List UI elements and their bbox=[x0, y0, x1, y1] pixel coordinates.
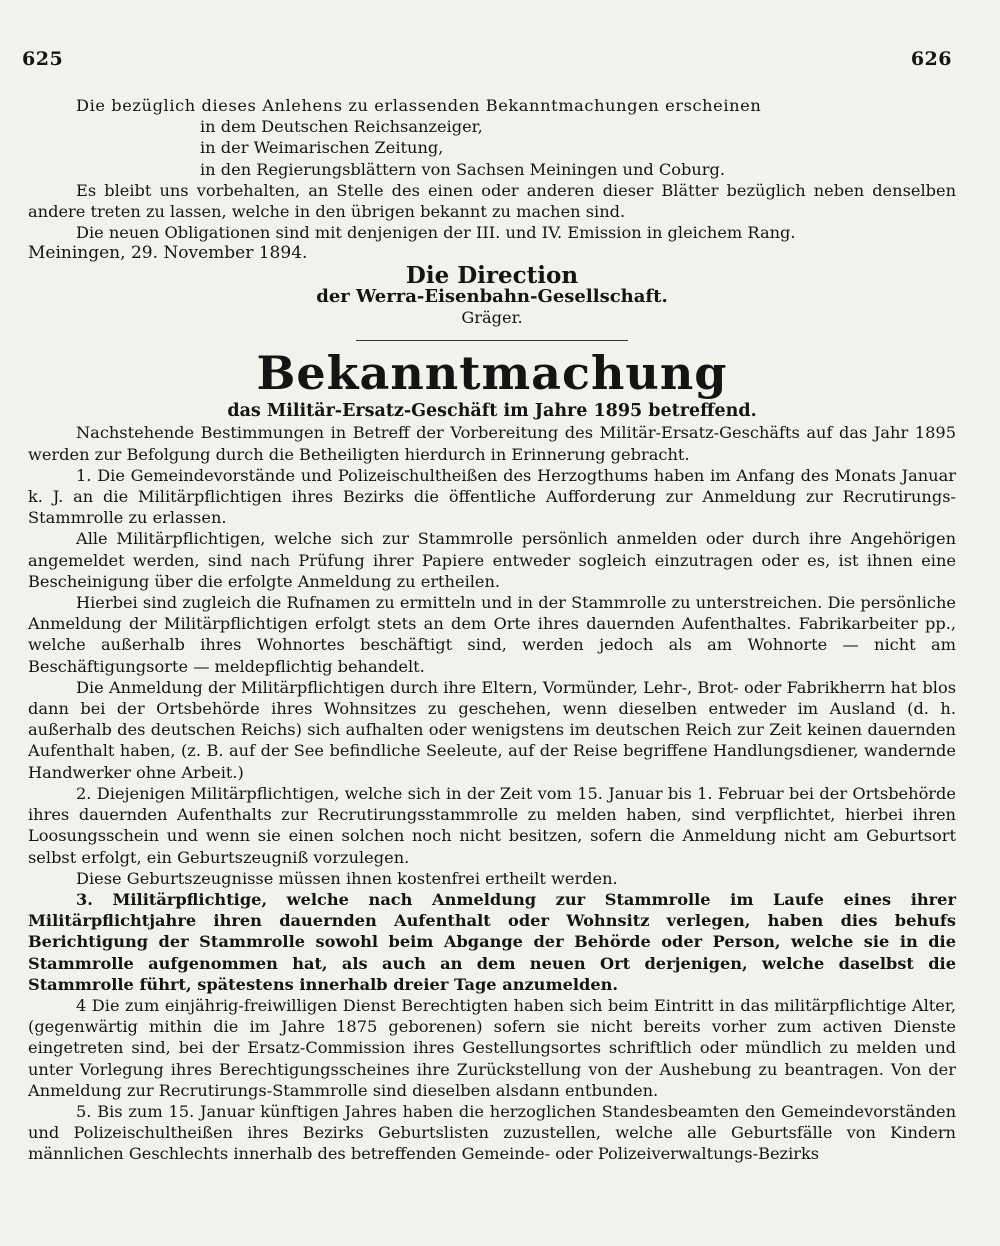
page-number-right: 626 bbox=[910, 48, 952, 70]
notice-paragraph: Die Anmeldung der Militärpflichtigen durch ihre Eltern, Vormünder, Lehr-, Brot- oder Fabrikherrn hat blos dann bei der Ortsbehörde ihres Wohnsitzes zu geschehen, wenn dieselben entweder im Ausland (d. h. außerhalb des deutschen Reichs) sich aufhalten oder wenigstens im deutschen Reich zur Zeit keinen dauernden Aufenthalt haben, (z. B. auf der See befindliche Seeleute, auf der Reise begriffene Handlungsdiener, wandernde Handwerker ohne Arbeit.) bbox=[28, 677, 956, 782]
signature: Gräger. bbox=[461, 308, 523, 328]
notice-paragraph: 2. Diejenigen Militärpflichtigen, welche sich in der Zeit vom 15. Januar bis 1. Februar bei der Ortsbehörde ihres dauernden Aufenthalts zur Recrutirungsstammrolle zu melden haben, sind verpflichtet, hierbei ihren Loosungsschein und wenn sie einen solchen noch nicht besitzen, sofern die Anmeldung nicht am Geburtsort selbst erfolgt, ein Geburtszeugniß vorzulegen. bbox=[28, 783, 956, 867]
notice-title: Bekanntmachung bbox=[256, 346, 728, 401]
page-number-left: 625 bbox=[22, 48, 64, 70]
intro-paragraph: Es bleibt uns vorbehalten, an Stelle des einen oder anderen dieser Blätter bezüglich neben denselben andere treten zu lassen, welche in den übrigen bekannt zu machen sind. bbox=[28, 180, 956, 222]
notice-paragraph: 5. Bis zum 15. Januar künftigen Jahres haben die herzoglichen Standesbeamten den Gemeindevorständen und Polizeischultheißen ihres Bezirks Geburtslisten zuzustellen, welche alle Geburtsfälle von Kindern männlichen Geschlechts innerhalb des betreffenden Gemeinde- oder Polizeiverwaltungs-Bezirks bbox=[28, 1101, 956, 1164]
intro-list-item: in den Regierungsblättern von Sachsen Meiningen und Coburg. bbox=[200, 159, 726, 179]
intro-line: Die bezüglich dieses Anlehens zu erlassenden Bekanntmachungen erscheinen bbox=[76, 96, 762, 115]
notice-paragraph: Nachstehende Bestimmungen in Betreff der Vorbereitung des Militär-Ersatz-Geschäfts auf das Jahr 1895 werden zur Befolgung durch die Betheiligten hierdurch in Erinnerung gebracht. bbox=[28, 423, 956, 464]
notice-paragraph: 4 Die zum einjährig-freiwilligen Dienst Berechtigten haben sich beim Eintritt in das militärpflichtige Alter, (gegenwärtig mithin die im Jahre 1875 geborenen) sofern sie nicht bereits vorher zum activen Dienste eingetreten sind, bei der Ersatz-Commission ihres Gestellungsortes schriftlich oder mündlich zu melden und unter Vorlegung ihres Berechtigungsscheines ihre Zurückstellung von der Aushebung zu beantragen. Von der Anmeldung zur Recrutirungs-Stammrolle sind dieselben alsdann entbunden. bbox=[28, 995, 956, 1100]
company-name: der Werra-Eisenbahn-Gesellschaft. bbox=[316, 285, 668, 307]
notice-paragraph: 3. Militärpflichtige, welche nach Anmeldung zur Stammrolle im Laufe eines ihrer Militärpflichtjahre ihren dauernden Aufenthalt oder Wohnsitz verlegen, haben dies behufs Berichtigung der Stammrolle sowohl beim Abgange der Behörde oder Person, welche sie in die Stammrolle aufgenommen hat, als auch an dem neuen Ort derjenigen, welche daselbst die Stammrolle führt, spätestens innerhalb dreier Tage anzumelden. bbox=[28, 889, 956, 994]
intro-paragraph: Die neuen Obligationen sind mit denjenigen der III. und IV. Emission in gleichem Rang. bbox=[76, 223, 796, 243]
page-body bbox=[28, 95, 956, 1165]
divider bbox=[356, 340, 628, 341]
direction-heading: Die Direction bbox=[405, 261, 579, 289]
notice-paragraph: Hierbei sind zugleich die Rufnamen zu ermitteln und in der Stammrolle zu unterstreichen. Die persönliche Anmeldung der Militärpflichtigen erfolgt stets an dem Orte ihres dauernden Aufenthaltes. Fabrikarbeiter pp., welche außerhalb ihres Wohnortes beschäftigt sind, werden jedoch als am Wohnorte — nicht am Beschäftigungsorte — meldepflichtig behandelt. bbox=[28, 593, 956, 676]
notice-paragraph: 1. Die Gemeindevorstände und Polizeischultheißen des Herzogthums haben im Anfang des Monats Januar k. J. an die Militärpflichtigen ihres Bezirks die öffentliche Aufforderung zur Anmeldung zur Recrutirungs-Stammrolle zu erlassen. bbox=[28, 465, 956, 528]
notice-subtitle: das Militär-Ersatz-Geschäft im Jahre 1895 betreffend. bbox=[227, 401, 757, 422]
intro-list-item: in dem Deutschen Reichsanzeiger, bbox=[200, 117, 483, 137]
notice-paragraph: Alle Militärpflichtigen, welche sich zur Stammrolle persönlich anmelden oder durch ihre Angehörigen angemeldet werden, sind nach Prüfung ihrer Papiere entweder sogleich einzutragen oder es, ist ihnen eine Bescheinigung über die erfolgte Anmeldung zu ertheilen. bbox=[28, 529, 956, 591]
intro-list-item: in der Weimarischen Zeitung, bbox=[200, 138, 444, 158]
date-line: Meiningen, 29. November 1894. bbox=[28, 243, 308, 264]
notice-paragraph: Diese Geburtszeugnisse müssen ihnen kostenfrei ertheilt werden. bbox=[76, 868, 618, 888]
